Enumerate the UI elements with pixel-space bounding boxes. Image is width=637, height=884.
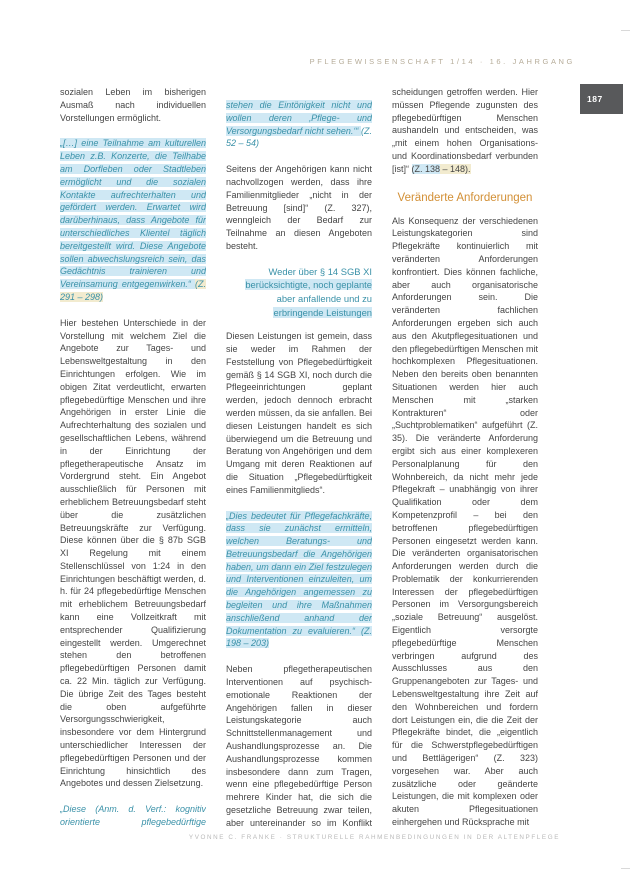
text-segment: „Diese (Anm. d. Verf.: kognitiv orientierte pflegebedürftige bbox=[60, 804, 206, 828]
text-segment: Diesen Leistungen ist gemein, dass sie weder im Rahmen der Feststellung von Pflegebedürftigkeit gemäß § 14 SGB XI, noch durch die Pflegeeinrichtungen geplant werden, jedoch dennoch erbracht werden müssen, da sie anfallen. Bei diesen Leistungen handelt es sich überwiegend um die Betreuung und Beratung von Angehörigen und dem Umgang mit deren Reaktionen auf die Situation „Pflegebedürftigkeit eines Familienmitglieds“. bbox=[226, 331, 372, 495]
page-number-tab bbox=[580, 84, 623, 114]
paragraph bbox=[226, 163, 372, 253]
highlighted-text: erbringende Leistungen bbox=[273, 306, 372, 318]
column-3 bbox=[392, 86, 538, 828]
text-segment: Hier bestehen Unterschiede in der Vorstellung mit welchem Ziel die Angebote zur Tages- und Lebensweltgestaltung in den Einrichtungen erfolgen. Wie im obigen Zitat verdeutlicht, erwarten pflegebedürftige Menschen und ihre Angehörigen in erster Linie die Aufrechterhaltung des sozialen und gesellschaftlichen Lebens, während in der Einrichtung der pflegetherapeutische Ansatz im Vordergrund steht. Ein Angebot ausschließlich für Personen mit erheblichem Betreuungsbedarf steht über die zusätzlichen Betreuungskräfte zur Verfügung. Diese können über die § 87b SGB XI Regelung mit einem Stellenschlüssel von 1:24 in den Einrichtungen beschäftigt werden, d. h. für 24 pflegebedürftige Menschen mit erheblichem Betreuungsbedarf kann eine Vollzeitkraft mit entsprechender Qualifizierung eingestellt werden. Umgerechnet stehen den betroffenen pflegebedürftigen Personen damit ca. 22 Min. täglich zur Verfügung. Die übrige Zeit des Tages besteht die oben aufgeführte Versorgungsschwierigkeit, insbesondere vor dem Hintergrund unterschiedlicher Interessen der pflegebedürftigen Personen und der Einrichtung hinsichtlich des Angebotes und dessen Zielsetzung. bbox=[60, 317, 206, 789]
paragraph bbox=[392, 215, 538, 828]
highlighted-text: berücksichtigte, noch geplante bbox=[245, 279, 372, 291]
highlighted-text: „Dies bedeutet für Pflegefachkräfte, dass sie zunächst ermitteln, welchen Beratungs- und Betreuungsbedarf die Angehörigen haben, um dann ein Ziel festzulegen und Interventionen einzuleiten, um die Angehörigen angemessen zu begleiten und ihre Maßnahmen anschließend anhand der Dokumentation zu evaluieren.“ (Z. 198 – 203) bbox=[226, 510, 372, 649]
column-2 bbox=[226, 86, 372, 828]
text-segment: Weder über § 14 SGB XI bbox=[268, 265, 372, 277]
paragraph bbox=[392, 86, 538, 176]
paragraph bbox=[60, 86, 206, 124]
text-segment: Veränderte Anforderungen bbox=[397, 191, 533, 204]
quote-block bbox=[226, 99, 372, 150]
highlighted-text: (Z. 291 – 298) bbox=[60, 279, 206, 302]
text-segment: sozialen Leben im bisherigen Ausmaß nach individuellen Vorstellungen ermöglicht. bbox=[60, 87, 206, 123]
column-1 bbox=[60, 86, 206, 828]
paragraph bbox=[226, 330, 372, 496]
highlighted-text: (Z. 138 bbox=[411, 163, 441, 174]
text-segment: Neben pflegetherapeutischen Interventionen auf psychisch-emotionale Reaktionen der Angehörigen fallen in dieser Leistungskategorie auch Schnittstellenmanagement und Aushandlungsprozesse an. Die Aushandlungsprozesse kommen insbesondere dann zum Tragen, wenn eine pflegebedürftige Person mehrere Kinder hat, die sich die gesetzliche Betreuung zwar teilen, aber untereinander so im Konflikt bbox=[226, 664, 372, 828]
journal-header: PFLEGEWISSENSCHAFT 1/14 · 16. JAHRGANG bbox=[309, 57, 575, 66]
pull-quote bbox=[226, 265, 372, 319]
section-heading bbox=[392, 192, 538, 204]
text-segment: scheidungen getroffen werden. Hier müssen Pflegende zugunsten des pflegebedürftigen Menschen aushandeln und entscheiden, was „mit einem hohen Organisations- und Koordinationsbedarf verbunden [ist]“ bbox=[392, 87, 538, 174]
paragraph bbox=[226, 663, 372, 828]
crop-mark-bottom-right bbox=[621, 868, 630, 869]
crop-mark-top-right bbox=[621, 30, 630, 31]
text-segment: aber anfallende und zu bbox=[276, 292, 372, 304]
page-number: 187 bbox=[587, 94, 603, 104]
highlighted-text: „[…] eine Teilnahme am kulturellen Leben z.B. Konzerte, die Teilhabe am Dorfleben oder Stadtleben ermöglicht und die sozialen Kontakte aufrechterhalten und gefördert werden. Erwartet wird darüberhinaus, dass Angebote für unterschiedliches Klientel täglich bereitgestellt wird. Diese Angebote sollen abwechslungsreich sein, das Gedächtnis trainieren und Vereinsamung entgegenwirken.“ bbox=[60, 138, 206, 290]
paragraph bbox=[60, 317, 206, 790]
article-columns bbox=[60, 86, 538, 828]
quote-block bbox=[60, 137, 206, 303]
text-segment: (Z. 52 – 54) bbox=[226, 125, 372, 149]
text-segment: Als Konsequenz der verschiedenen Leistungskategorien sind Pflegekräfte kontinuierlich mit veränderten Anforderungen konfrontiert. Dies können fachliche, aber auch organisatorische Anforderungen sein. Die veränderten fachlichen Anforderungen ergeben sich auch aus den Akutpflegesituationen und den pflegebedürftigen Menschen mit hochkomplexen Pflegesituationen. Neben den bereits oben benannten Situationen werden hier auch Menschen mit „starken Kontrakturen“ oder „Suchtproblematiken“ aufgeführt (Z. 35). Die veränderte Anforderung ergibt sich aus einer komplexeren Personalplanung für den Wohnbereich, da nicht mehr jede Pflegekraft – unabhängig von ihrer Qualifikation oder dem Kompetenzprofil – bei den betroffenen pflegebedürftigen Personen eingesetzt werden kann. Die veränderten organisatorischen Anforderungen werden durch die Problematik der konkurrierenden Interessen der pflegebedürftigen Personen im Versorgungsbereich „soziale Betreuung“ ausgelöst. Eigentlich versorgte pflegebedürftige Menschen verbringen aufgrund des Ausschlusses aus den Gruppenangeboten zur Tages- und Lebensweltgestaltung ihre Zeit auf den Wohnbereichen und fordern dort Leistungen ein, die die Zeit der Pflegekräfte bindet, die „eigentlich für die Schwerstpflegebedürftigen und Bettlägerigen“ (Z. 323) vorgesehen war. Aber auch zusätzliche oder geänderte Leistungen, die mit komplexen oder akuten Pflegesituationen einhergehen und Rücksprache mit bbox=[392, 215, 538, 828]
quote-block bbox=[226, 510, 372, 651]
highlighted-text: stehen die Eintönigkeit nicht und wollen deren ‚Pflege- und Versorgungsbedarf nicht sehen.‘“ bbox=[226, 100, 372, 136]
quote-block bbox=[60, 803, 206, 828]
highlighted-text: – 148). bbox=[440, 163, 471, 174]
page-footer: YVONNE C. FRANKE · STRUKTURELLE RAHMENBEDINGUNGEN IN DER ALTENPFLEGE bbox=[188, 834, 560, 841]
text-segment: Seitens der Angehörigen kann nicht nachvollzogen werden, dass ihre Familienmitglieder „nicht in der Betreuung [sind]“ (Z. 327), wenngleich der Bedarf zur Teilnahme an diesen Angeboten besteht. bbox=[226, 164, 372, 251]
